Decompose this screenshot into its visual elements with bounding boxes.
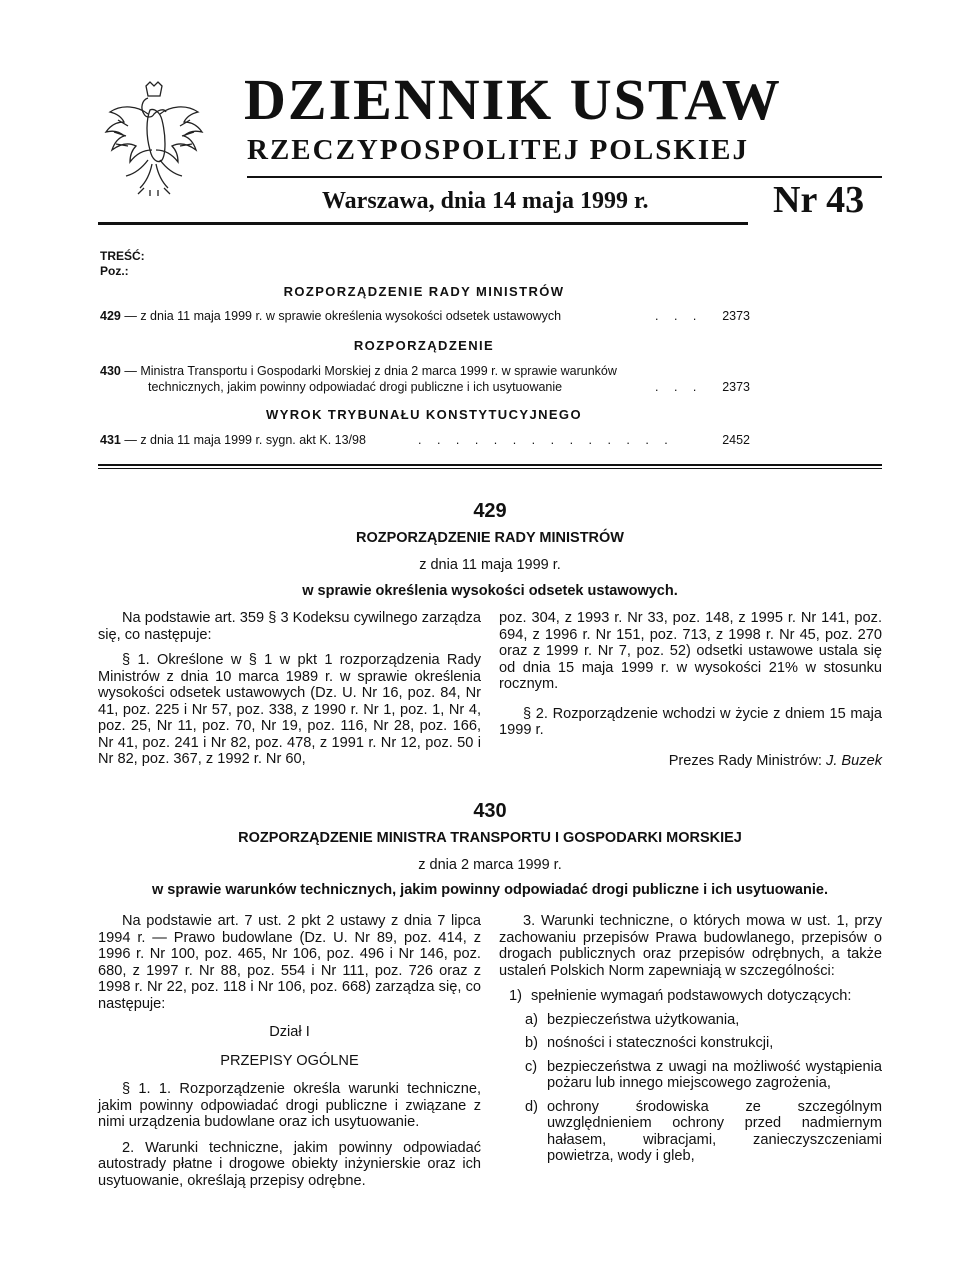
list-label: b) [525, 1035, 538, 1051]
act-number: 430 [473, 800, 507, 822]
list-text: nośności i stateczności konstrukcji, [547, 1035, 774, 1051]
act-right-column [499, 610, 882, 778]
toc-entry-text-line2: technicznych, jakim powinny odpowiadać drogi publiczne i ich usytuowanie [148, 380, 563, 394]
act-subject: w sprawie określenia wysokości odsetek ustawowych. [302, 583, 678, 599]
list-text: ochrony środowiska ze szczególnym uwzględnieniem ochrony przed nadmiernym hałasem, wibracjami, zanieczyszczeniami powietrza, wody i gleb, [547, 1098, 882, 1164]
paragraph: § 1. 1. Rozporządzenie określa warunki techniczne, jakim powinny odpowiadać drogi publiczne i związane z nimi urządzenia budowlane oraz ich usytuowanie. [98, 1081, 481, 1130]
toc-section-heading: ROZPORZĄDZENIE [353, 338, 495, 353]
toc-section-heading: WYROK TRYBUNAŁU KONSTYTUCYJNEGO [266, 407, 582, 422]
toc-entry-dash: — [124, 364, 137, 378]
list-item [499, 988, 882, 1005]
section-rule [98, 464, 882, 466]
toc-entry-page: 2452 [722, 433, 750, 447]
act-left-column [98, 913, 481, 1198]
gazette-title: DZIENNIK USTAW [244, 67, 782, 132]
gazette-subtitle: RZECZYPOSPOLITEJ POLSKIEJ [247, 134, 750, 166]
toc-entry-number: 431 [100, 433, 121, 447]
act-title: ROZPORZĄDZENIE MINISTRA TRANSPORTU I GOSPODARKI MORSKIEJ [238, 830, 742, 846]
list-item [525, 1059, 882, 1092]
toc-entry-number: 429 [100, 309, 121, 323]
list-item [525, 1012, 882, 1029]
toc-entry-number: 430 [100, 364, 121, 378]
toc-entry-text: z dnia 11 maja 1999 r. sygn. akt K. 13/98 [140, 433, 366, 447]
paragraph: § 1. Określone w § 1 w pkt 1 rozporządzenia Rady Ministrów z dnia 10 marca 1989 r. w sprawie określenia wysokości odsetek ustawowych (Dz. U. Nr 16, poz. 84, Nr 41, poz. 225 i Nr 57, poz. 338, z 1990 r. Nr 1, poz. 1, Nr 4, poz. 25, Nr 11, poz. 70, Nr 19, poz. 116, Nr 28, poz. 166, Nr 41, poz. 241 i Nr 82, poz. 478, z 1991 r. Nr 12, poz. 50 i Nr 82, poz. 367, z 1992 r. Nr 60, [98, 652, 481, 767]
list-item [525, 1099, 882, 1165]
paragraph: 2. Warunki techniczne, jakim powinny odpowiadać autostrady płatne i drogowe obiekty inżynierskie oraz ich usytuowanie, określają przepisy odrębne. [98, 1139, 481, 1189]
paragraph: 3. Warunki techniczne, o których mowa w ust. 1, przy zachowaniu przepisów Prawa budowlanego, przepisów o drogach publicznych oraz przepisów odrębnych, a także ustaleń Polskich Norm zapewniają w szczególności: [499, 913, 882, 979]
toc-entry-text: z dnia 11 maja 1999 r. w sprawie określenia wysokości odsetek ustawowych [140, 309, 562, 323]
list-label: d) [525, 1098, 538, 1115]
list-label: c) [525, 1058, 538, 1075]
act-right-column [499, 913, 882, 1172]
issue-number: Nr 43 [773, 179, 865, 221]
list-text: bezpieczeństwa z uwagi na możliwość wystąpienia pożaru lub innego miejscowego zagrożenia, [547, 1058, 882, 1091]
toc-entry[interactable] [100, 363, 750, 395]
toc-entry-dots: . . . [655, 309, 703, 323]
toc-entry[interactable] [100, 308, 750, 324]
act-title: ROZPORZĄDZENIE RADY MINISTRÓW [356, 530, 624, 546]
toc-entry-page: 2373 [722, 380, 750, 394]
polish-eagle-emblem [98, 80, 210, 198]
toc-entry-page: 2373 [722, 309, 750, 323]
paragraph: Na podstawie art. 7 ust. 2 pkt 2 ustawy z dnia 7 lipca 1994 r. — Prawo budowlane (Dz. U. Nr 89, poz. 414, z 1996 r. Nr 100, poz. 465, Nr 106, poz. 496 i Nr 146, poz. 680, z 1997 r. Nr 88, poz. 554 i Nr 111, poz. 726 oraz z 1998 r. Nr 22, poz. 118 i Nr 106, poz. 668) zarządza się, co następuje: [98, 913, 481, 1012]
act-left-column [98, 610, 481, 777]
act-number: 429 [473, 500, 507, 522]
toc-entry-text: Ministra Transportu i Gospodarki Morskiej z dnia 2 marca 1999 r. w sprawie warunków [140, 364, 617, 378]
toc-entry-dots: . . . . . . . . . . . . . . [418, 433, 674, 447]
toc-entry-dots: . . . [655, 380, 703, 394]
paragraph: Na podstawie art. 359 § 3 Kodeksu cywilnego zarządza się, co następuje: [98, 610, 481, 643]
act-subject: w sprawie warunków technicznych, jakim powinny odpowiadać drogi publiczne i ich usytuowanie. [152, 882, 828, 898]
header-rule-bottom [98, 222, 748, 225]
section-rule-thin [98, 468, 882, 469]
issue-date: Warszawa, dnia 14 maja 1999 r. [322, 188, 649, 214]
chapter-label: Dział I [269, 1024, 310, 1040]
toc-poz-label: Poz.: [100, 264, 129, 278]
toc-entry-dash: — [124, 309, 137, 323]
signature-role: Prezes Rady Ministrów: [668, 752, 822, 769]
sub-list [499, 1012, 882, 1165]
toc-entry[interactable] [100, 432, 750, 448]
paragraph: poz. 304, z 1993 r. Nr 33, poz. 148, z 1995 r. Nr 141, poz. 694, z 1996 r. Nr 151, poz. 713, z 1998 r. Nr 45, poz. 270 oraz z 1999 r. Nr 7, poz. 52) odsetki ustawowe ustala się od dnia 15 maja 1999 r. w wysokości 21% w stosunku rocznym. [499, 610, 882, 692]
toc-section-heading: ROZPORZĄDZENIE RADY MINISTRÓW [283, 284, 565, 299]
list-label: a) [525, 1011, 538, 1028]
act-date: z dnia 11 maja 1999 r. [419, 557, 561, 573]
list-label: 1) [509, 988, 522, 1004]
chapter-title: PRZEPISY OGÓLNE [220, 1052, 359, 1069]
paragraph: § 2. Rozporządzenie wchodzi w życie z dniem 15 maja 1999 r. [499, 705, 882, 738]
act-date: z dnia 2 marca 1999 r. [418, 857, 562, 873]
toc-entry-dash: — [124, 433, 137, 447]
list-text: spełnienie wymagań podstawowych dotyczących: [531, 988, 852, 1004]
signature [499, 753, 882, 770]
toc-label: TREŚĆ: [100, 249, 145, 263]
list-item [525, 1035, 882, 1052]
signature-name: J. Buzek [826, 752, 882, 769]
list-text: bezpieczeństwa użytkowania, [547, 1011, 740, 1028]
